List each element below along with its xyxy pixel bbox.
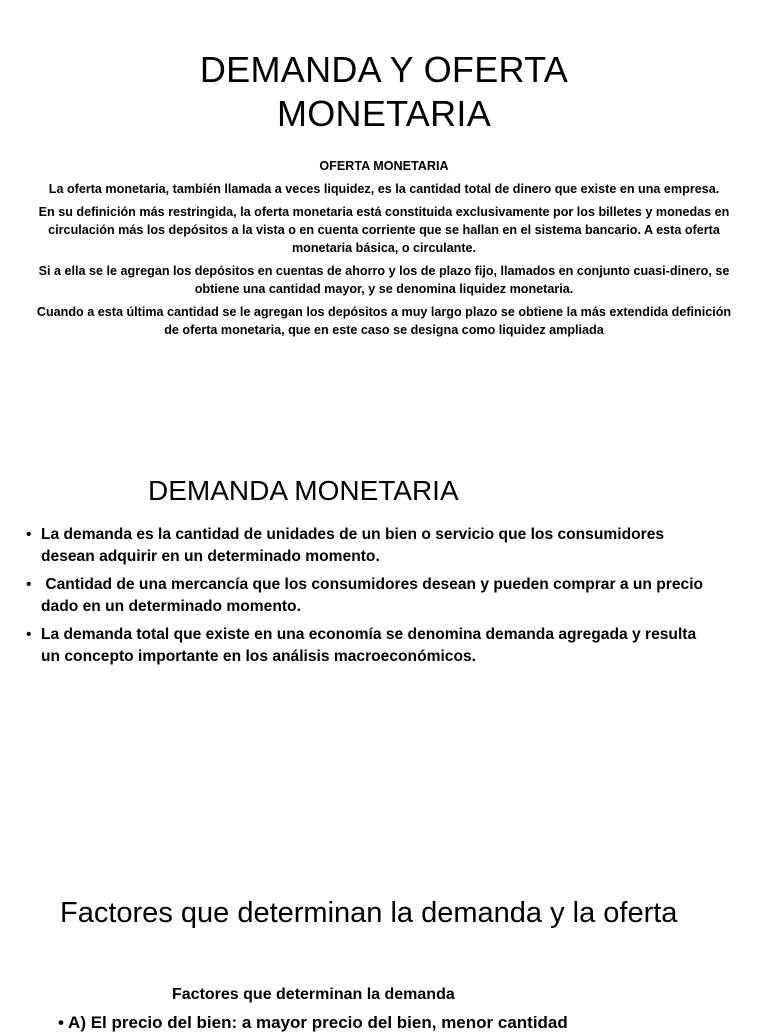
slide-title-line-1: DEMANDA Y OFERTA (199, 49, 569, 90)
bullet-icon: • (26, 526, 32, 543)
paragraph-1: La oferta monetaria, también llamada a veces liquidez, es la cantidad total de dinero que existe en una empresa. (48, 182, 720, 196)
partial-bullet-text: • A) El precio del bien: a mayor precio del bien, menor cantidad (58, 1013, 568, 1032)
bullet-icon: • (26, 626, 32, 643)
slide-factores (0, 860, 768, 1032)
slide-title: DEMANDA MONETARIA (148, 475, 459, 506)
bullet-icon: • (26, 576, 32, 593)
paragraph-3: Si a ella se le agregan los depósitos en cuentas de ahorro y los de plazo fijo, llamados en conjunto cuasi-dinero, se obtiene una cantidad mayor, y se denomina liquidez monetaria. (38, 264, 730, 296)
section-subtitle: Factores que determinan la demanda (172, 986, 455, 1003)
bullet-item-1 (26, 524, 716, 568)
section-subtitle: OFERTA MONETARIA (319, 159, 449, 173)
paragraph-4: Cuando a esta última cantidad se le agregan los depósitos a muy largo plazo se obtiene la más extendida definición de oferta monetaria, que en este caso se designa como liquidez ampliada (36, 305, 732, 337)
slide-body (30, 157, 738, 344)
bullet-item-2 (26, 574, 716, 618)
slide-demanda-monetaria (0, 455, 768, 835)
bullet-text: Cantidad de una mercancía que los consumidores desean y pueden comprar a un precio dado en un determinado momento. (41, 576, 708, 615)
bullet-text: La demanda total que existe en una economía se denomina demanda agregada y resulta un concepto importante en los análisis macroeconómicos. (41, 626, 697, 665)
slide-oferta-monetaria (0, 0, 768, 420)
bullet-text: La demanda es la cantidad de unidades de un bien o servicio que los consumidores desean adquirir en un determinado momento. (41, 526, 665, 565)
bullet-item-3 (26, 624, 716, 668)
paragraph-2: En su definición más restringida, la oferta monetaria está constituida exclusivamente por los billetes y monedas en circulación más los depósitos a la vista o en cuenta corriente que se hallan en el sistema bancario. A esta oferta monetaria básica, o circulante. (38, 205, 730, 255)
bullet-list (26, 524, 716, 674)
slide-title: Factores que determinan la demanda y la oferta (60, 897, 678, 929)
slide-title (0, 48, 768, 136)
slide-title-line-2: MONETARIA (276, 93, 492, 134)
